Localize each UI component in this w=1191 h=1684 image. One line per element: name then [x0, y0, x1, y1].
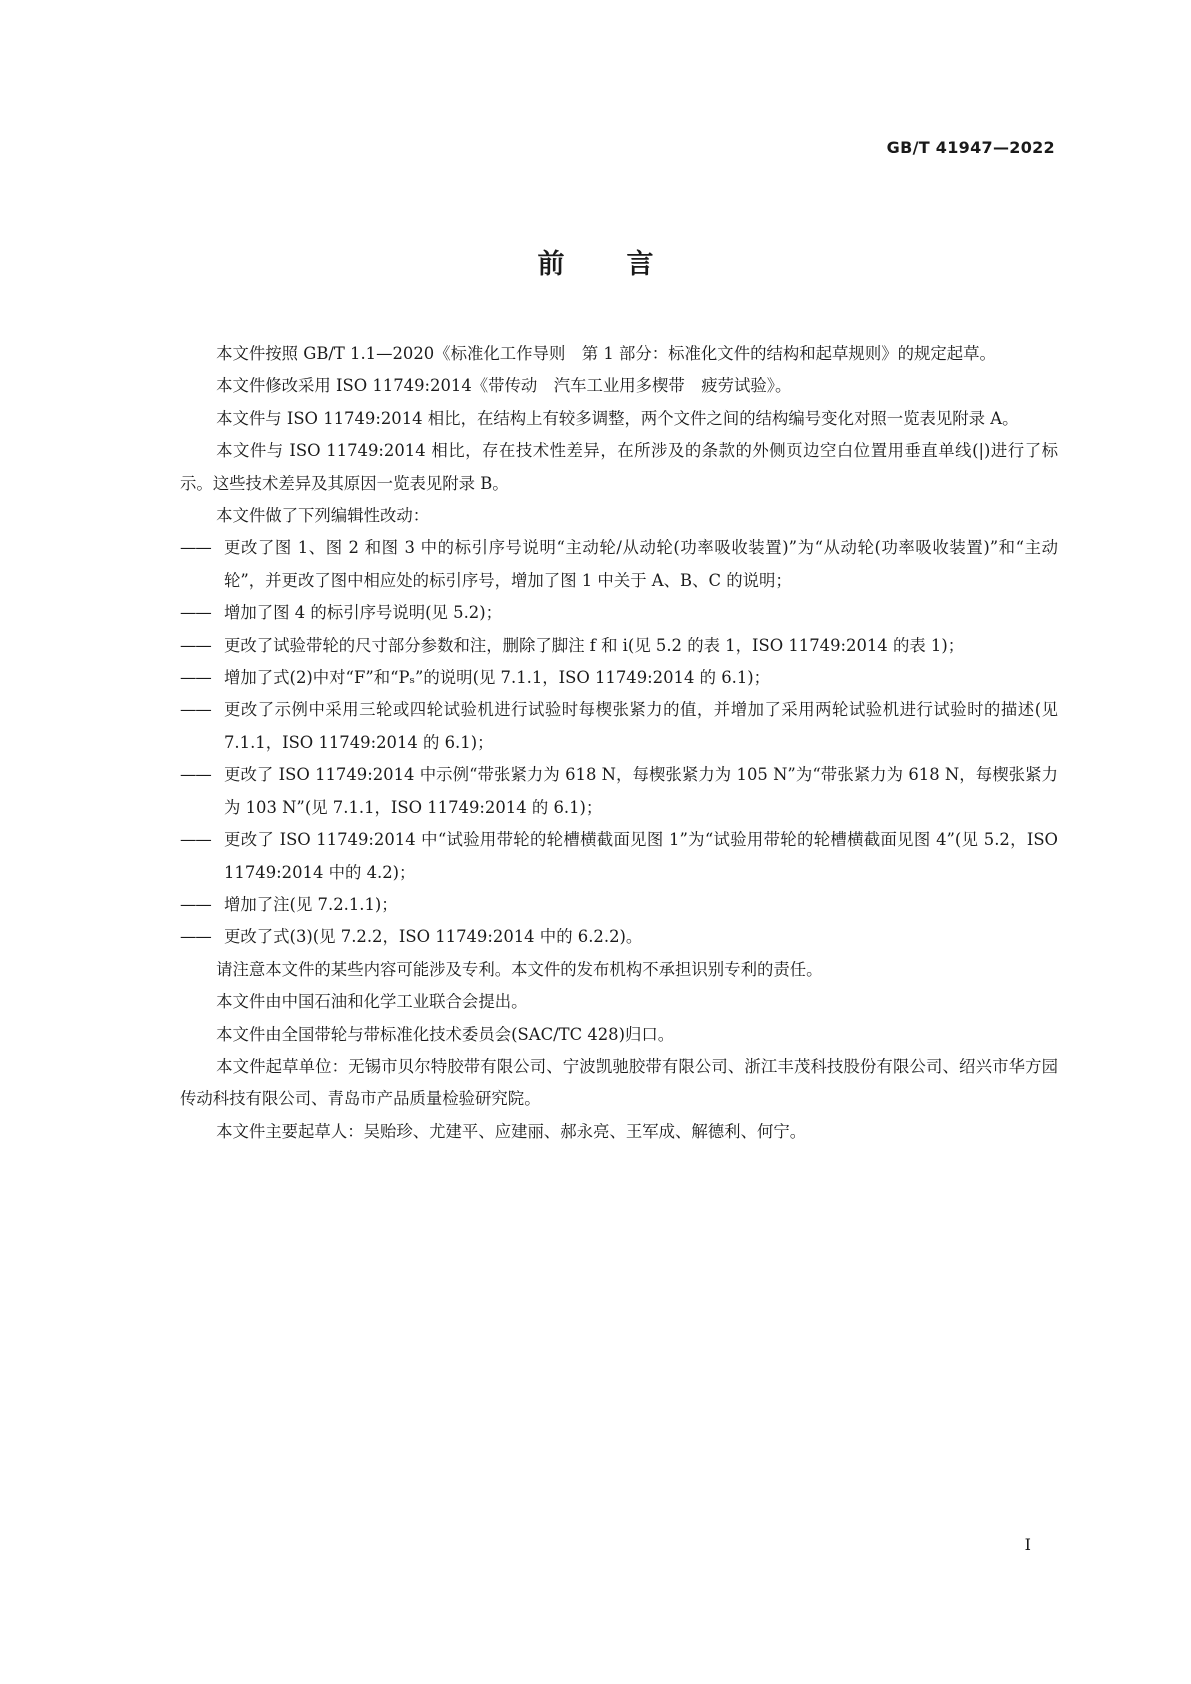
- list-dash: ——: [180, 603, 211, 623]
- list-item: [180, 597, 1058, 629]
- paragraph-technical-differences: 本文件与 ISO 11749:2014 相比，存在技术性差异，在所涉及的条款的外侧页边空白位置用垂直单线(|)进行了标示。这些技术差异及其原因一览表见附录 B。: [180, 441, 1058, 493]
- list-item: [180, 921, 1058, 953]
- paragraph-patent-notice: 请注意本文件的某些内容可能涉及专利。本文件的发布机构不承担识别专利的责任。: [216, 959, 823, 979]
- list-dash: ——: [180, 635, 211, 655]
- list-item: [180, 630, 1058, 662]
- paragraph-editorial-changes-intro: 本文件做了下列编辑性改动：: [216, 506, 430, 526]
- paragraph-committee: 本文件由全国带轮与带标准化技术委员会(SAC/TC 428)归口。: [216, 1024, 675, 1044]
- list-item: [180, 824, 1058, 889]
- list-item-text: 增加了注(见 7.2.1.1)；: [224, 894, 398, 914]
- list-item-text: 增加了式(2)中对“F”和“Pₛ”的说明(见 7.1.1，ISO 11749:2014 的 6.1)；: [224, 668, 771, 688]
- paragraph-modified-adoption: 本文件修改采用 ISO 11749:2014《带传动 汽车工业用多楔带 疲劳试验》。: [216, 376, 792, 396]
- list-item-text: 更改了示例中采用三轮或四轮试验机进行试验时每楔张紧力的值，并增加了采用两轮试验机进行试验时的描述(见 7.1.1，ISO 11749:2014 的 6.1)；: [224, 700, 1058, 752]
- list-item-text: 更改了图 1、图 2 和图 3 中的标引序号说明“主动轮/从动轮(功率吸收装置)”为“从动轮(功率吸收装置)”和“主动轮”，并更改了图中相应处的标引序号，增加了图 1 中关于 A、B、C 的说明；: [224, 538, 1058, 590]
- editorial-changes-list: [180, 532, 1058, 953]
- foreword-body: [180, 338, 1058, 1148]
- list-dash: ——: [180, 668, 211, 688]
- page-number: I: [1024, 1535, 1031, 1554]
- paragraph-structure-changes: 本文件与 ISO 11749:2014 相比，在结构上有较多调整，两个文件之间的结构编号变化对照一览表见附录 A。: [216, 408, 1019, 428]
- list-dash: ——: [180, 700, 211, 720]
- list-item: [180, 662, 1058, 694]
- paragraph-proposer: 本文件由中国石油和化学工业联合会提出。: [216, 992, 528, 1012]
- list-item-text: 增加了图 4 的标引序号说明(见 5.2)；: [224, 603, 502, 623]
- standard-code: GB/T 41947—2022: [886, 138, 1055, 157]
- list-item-text: 更改了 ISO 11749:2014 中“试验用带轮的轮槽横截面见图 1”为“试验用带轮的轮槽横截面见图 4”(见 5.2，ISO 11749:2014 中的 4.2)；: [224, 830, 1058, 882]
- list-item-text: 更改了式(3)(见 7.2.2，ISO 11749:2014 中的 6.2.2)。: [224, 927, 643, 947]
- list-dash: ——: [180, 538, 211, 558]
- list-dash: ——: [180, 894, 211, 914]
- paragraph-drafting-rules: 本文件按照 GB/T 1.1—2020《标准化工作导则 第 1 部分：标准化文件的结构和起草规则》的规定起草。: [216, 344, 996, 363]
- paragraph-drafting-units: 本文件起草单位：无锡市贝尔特胶带有限公司、宁波凯驰胶带有限公司、浙江丰茂科技股份有限公司、绍兴市华方园传动科技有限公司、青岛市产品质量检验研究院。: [180, 1056, 1058, 1109]
- list-dash: ——: [180, 765, 211, 785]
- list-item: [180, 694, 1058, 759]
- list-item: [180, 532, 1058, 597]
- list-item: [180, 759, 1058, 824]
- list-dash: ——: [180, 927, 211, 947]
- paragraph-drafters: 本文件主要起草人：吴贻珍、尤建平、应建丽、郝永亮、王军成、解德利、何宁。: [216, 1121, 807, 1141]
- page-title: 前言: [537, 249, 716, 280]
- list-item-text: 更改了 ISO 11749:2014 中示例“带张紧力为 618 N，每楔张紧力为 105 N”为“带张紧力为 618 N，每楔张紧力为 103 N”(见 7.1.1，ISO 11749:2014 的 6.1)；: [224, 765, 1058, 817]
- list-dash: ——: [180, 830, 211, 850]
- list-item: [180, 889, 1058, 921]
- list-item-text: 更改了试验带轮的尺寸部分参数和注，删除了脚注 f 和 i(见 5.2 的表 1，ISO 11749:2014 的表 1)；: [224, 635, 965, 655]
